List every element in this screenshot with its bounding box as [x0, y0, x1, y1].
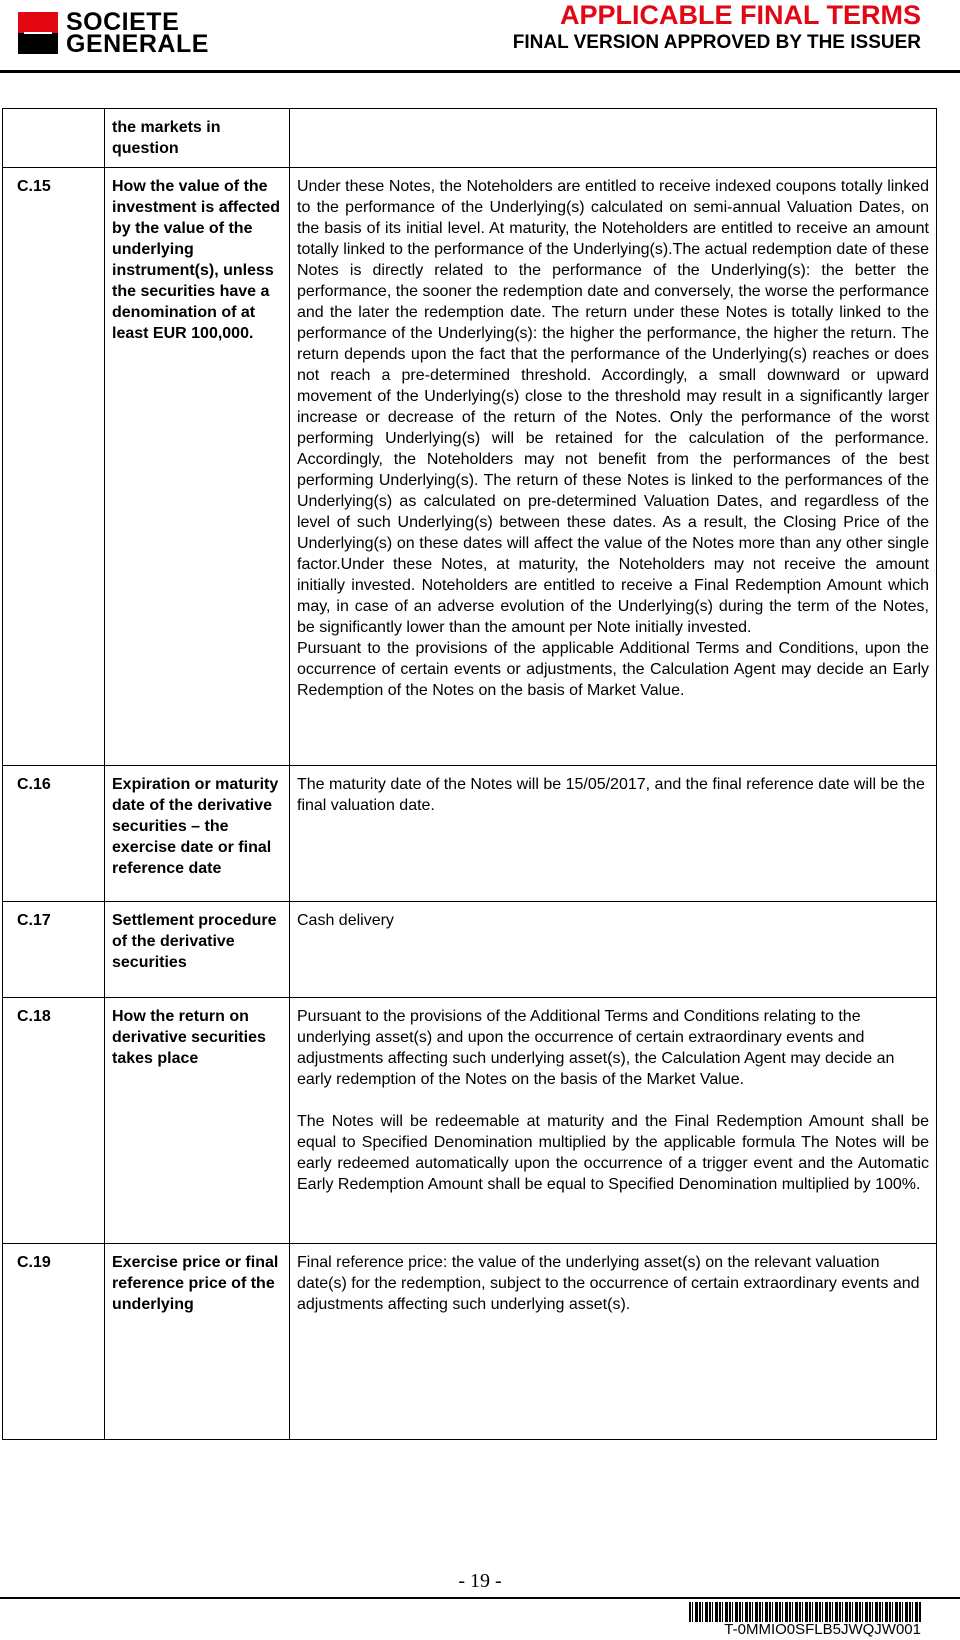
terms-table [2, 108, 937, 1440]
logo-line-2: GENERALE [66, 30, 209, 58]
paragraph: The Notes will be redeemable at maturity and the Final Redemption Amount shall be equal to Specified Denomination multiplied by the applicable formula The Notes will be early redeemed automatically upon the occurrence of a trigger event and the Automatic Early Redemption Amount shall be equal to Specified Denomination multiplied by 100%. [297, 1113, 929, 1193]
row-code: C.19 [3, 1244, 105, 1440]
row-label: Settlement procedure of the derivative securities [105, 902, 290, 998]
footer-rule [0, 1597, 960, 1599]
table-row [3, 1244, 937, 1440]
row-content [290, 902, 937, 998]
row-code: C.16 [3, 766, 105, 902]
logo-mark-icon [18, 12, 58, 54]
row-label: How the return on derivative securities takes place [105, 998, 290, 1244]
row-label: Expiration or maturity date of the derivative securities – the exercise date or final reference date [105, 766, 290, 902]
page-number: - 19 - [458, 1570, 502, 1592]
row-code: C.18 [3, 998, 105, 1244]
row-content [290, 766, 937, 902]
row-content [290, 168, 937, 766]
row-content [290, 109, 937, 168]
row-label: How the value of the investment is affected by the value of the underlying instrument(s), unless the securities have a denomination of at least EUR 100,000. [105, 168, 290, 766]
table-row [3, 902, 937, 998]
table-row [3, 766, 937, 902]
paragraph: Final reference price: the value of the underlying asset(s) on the relevant valuation date(s) for the redemption, subject to the occurrence of certain extraordinary events and adjustments affecting such underlying asset(s). [297, 1254, 920, 1313]
paragraph: Pursuant to the provisions of the applicable Additional Terms and Conditions, upon the occurrence of certain events or adjustments, the Calculation Agent may decide an Early Redemption of the Notes on the basis of Market Value. [297, 640, 929, 699]
row-code [3, 109, 105, 168]
barcode-icon [689, 1602, 921, 1622]
row-code: C.17 [3, 902, 105, 998]
row-content [290, 998, 937, 1244]
row-label: the markets in question [105, 109, 290, 168]
document-subtitle: FINAL VERSION APPROVED BY THE ISSUER [512, 32, 921, 53]
document-reference: T-0MMIO0SFLB5JWQJW001 [724, 1621, 921, 1638]
row-content [290, 1244, 937, 1440]
societe-generale-logo [18, 8, 238, 58]
paragraph: Under these Notes, the Noteholders are entitled to receive indexed coupons totally linked to the performance of the Underlying(s) calculated on semi-annual Valuation Dates, on the basis of its initial level. At maturity, the Noteholders are entitled to receive an amount totally linked to the performance of the Underlying(s).The actual redemption date of these Notes is directly related to the performance of the Underlying(s): the better the performance, the sooner the redemption date and conversely, the worse the performance and the later the redemption date. The return under these Notes is totally linked to the performance of the Underlying(s): the higher the performance, the higher the return. The return depends upon the fact that the performance of the Underlying(s) reaches or does not reach a pre-determined threshold. Accordingly, a small downward or upward movement of the Underlying(s) close to the threshold may result in a significantly larger increase or decrease of the return of the Notes. Only the performance of the worst performing Underlying(s) will be retained for the calculation of the performance. Accordingly, the Noteholders may not benefit from the performances of the best performing Underlying(s). The return of these Notes is linked to the performances of the Underlying(s) as calculated on pre-determined Valuation Dates, and regardless of the level of such Underlying(s) between these dates. As a result, the Closing Price of the Underlying(s) on these dates will affect the value of the Notes more than any other single factor.Under these Notes, at maturity, the Noteholders may not receive the amount initially invested. Noteholders are entitled to receive a Final Redemption Amount which may, in case of an adverse evolution of the Underlying(s) during the term of the Notes, be significantly lower than the amount per Note initially invested. [297, 178, 929, 636]
document-title: APPLICABLE FINAL TERMS [559, 0, 921, 30]
header-rule [0, 70, 960, 73]
logo-wordmark [66, 8, 209, 58]
paragraph: Pursuant to the provisions of the Additional Terms and Conditions relating to the underlying asset(s) and upon the occurrence of certain extraordinary events and adjustments affecting such underlying asset(s), the Calculation Agent may decide an early redemption of the Notes on the basis of the Market Value. [297, 1008, 895, 1088]
table-row [3, 168, 937, 766]
paragraph: Cash delivery [297, 912, 394, 929]
row-label: Exercise price or final reference price of the underlying [105, 1244, 290, 1440]
logo-line-1: SOCIETE [66, 8, 180, 36]
table-row [3, 109, 937, 168]
row-code: C.15 [3, 168, 105, 766]
paragraph: The maturity date of the Notes will be 15/05/2017, and the final reference date will be the final valuation date. [297, 776, 925, 814]
table-row [3, 998, 937, 1244]
